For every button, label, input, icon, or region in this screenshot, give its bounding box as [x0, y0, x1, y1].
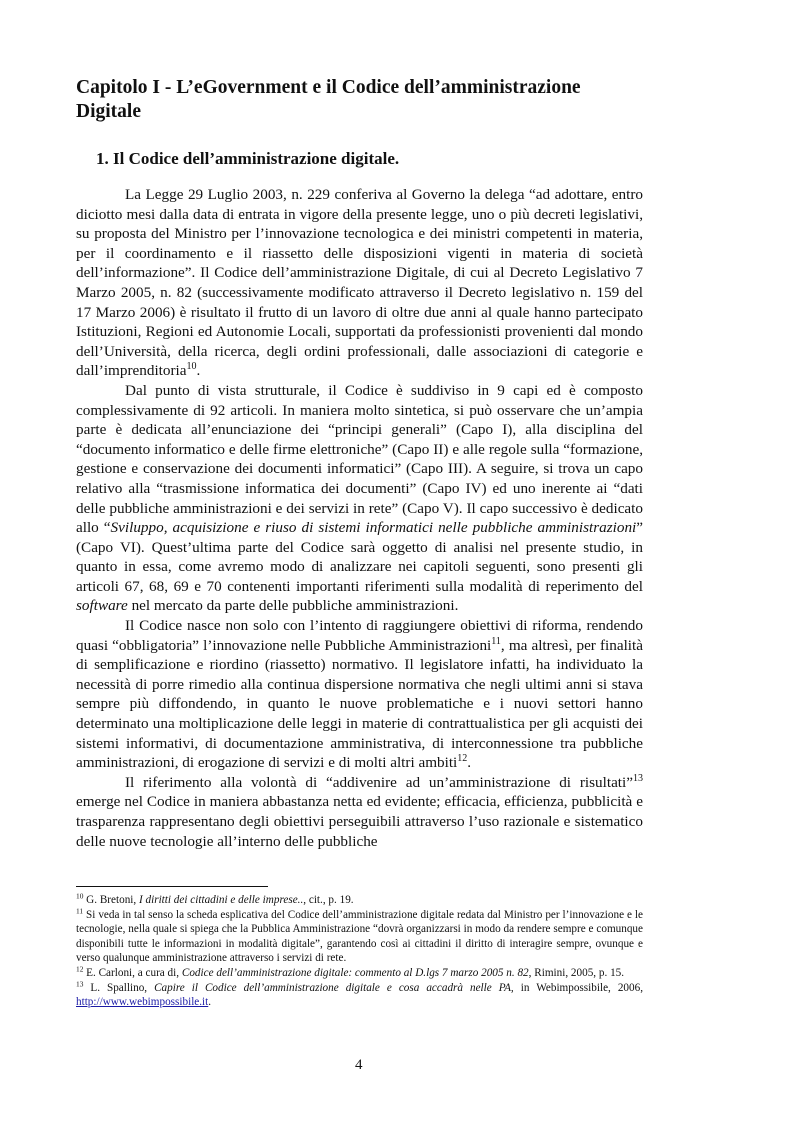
paragraph-3: Il Codice nasce non solo con l’intento di raggiungere obiettivi di riforma, rendendo quasi “obbligatoria” l’innovazione nelle Pubbliche Amministrazioni$^{11}$, ma altresì, per finalità di semplificazione e riordino (riassetto) normativo. Il legislatore infatti, ha individuato la necessità di porre rimedio alla continua dispersione normativa che negli ultimi anni si stava sempre più diffondendo, in quanto le nuove problematiche e i nuovi settori hanno determinato una moltiplicazione delle leggi in materie di contrattualistica per gli acquisti dei sistemi informativi, di documentazione amministrativa, di interconnessione tra pubbliche amministrazioni, di erogazione di servizi e di molti altri ambiti$^{12}$. [76, 617, 643, 772]
footnote-ref-13[interactable]: 13 [632, 772, 643, 784]
footnote-12: $^{12}$ E. Carloni, a cura di, Codice dell’amministrazione digitale: commento al D.lgs 7 marzo 2005 n. 82, Rimini, 2005, p. 15. [76, 964, 625, 979]
section-title: 1. Il Codice dell’amministrazione digitale. [96, 149, 400, 168]
page-number: 4 [355, 1057, 363, 1073]
footnote-13: $^{13}$ L. Spallino, Capire il Codice dell’amministrazione digitale e cosa accadrà nelle PA, in Webimpossibile, 2006, http://www.webimpossibile.it. [76, 978, 643, 1009]
chapter-title: Capitolo I - L’eGovernment e il Codice dell’amministrazione Digitale [76, 77, 581, 122]
paragraph-2: Dal punto di vista strutturale, il Codice è suddiviso in 9 capi ed è composto complessivamente di 92 articoli. In maniera molto sintetica, si può osservare che un’ampia parte è dedicata all’enunciazione dei “principi generali” (Capo I), alla disciplina del “documento informatico e delle firme elettroniche” (Capo II) e alle regole sulla “formazione, gestione e conservazione dei documenti informatici” (Capo III). A seguire, si trova un capo relativo alla “trasmissione informatica dei documenti” (Capo IV) ed uno inerente ai “dati delle pubbliche amministrazioni e dei servizi in rete” (Capo V). Il capo successivo è dedicato allo “Sviluppo, acquisizione e riuso di sistemi informatici nelle pubbliche amministrazioni” (Capo VI). Quest’ultima parte del Codice sarà oggetto di analisi nel presente studio, in quanto in essa, come avremo modo di analizzare nei capitoli seguenti, sono presenti gli articoli 67, 68, 69 e 70 contenenti importanti riferimenti sulla modalità di reperimento del software nel mercato da parte delle pubbliche amministrazioni. [76, 381, 644, 615]
footnote-10: $^{10}$ G. Bretoni, I diritti dei cittadini e delle imprese.., cit., p. 19. [76, 891, 354, 906]
footnote-divider [76, 886, 268, 887]
footnote-ref-11[interactable]: 11 [491, 635, 501, 647]
footnote-ref-12[interactable]: 12 [457, 753, 468, 765]
body-text [76, 185, 643, 851]
paragraph-4: Il riferimento alla volontà di “addivenire ad un’amministrazione di risultati”$^{13}$ emerge nel Codice in maniera abbastanza netta ed evidente; efficacia, efficienza, pubblicità e trasparenza rappresentano degli obiettivi perseguibili attraverso l’uso razionale e sistematico delle nuove tecnologie all’interno delle pubbliche [76, 772, 643, 850]
paragraph-1: La Legge 29 Luglio 2003, n. 229 conferiva al Governo la delega “ad adottare, entro diciotto mesi dalla data di entrata in vigore della presente legge, uno o più decreti legislativi, su proposta del Ministro per l’innovazione tecnologica e dei ministri competenti in materia, per il coordinamento e il riassetto delle disposizioni vigenti in materia di società dell’informazione”. Il Codice dell’amministrazione Digitale, di cui al Decreto Legislativo 7 Marzo 2005, n. 82 (successivamente modificato attraverso il Decreto legislativo n. 159 del 17 Marzo 2006) è risultato il frutto di un lavoro di oltre due anni al quale hanno partecipato Istituzioni, Regioni ed Autonomie Locali, supportati da professionisti provenienti dal mondo dell’Università, della ricerca, degli ordini professionali, dalle associazioni di categorie e dall’imprenditoria$^{10}$. [76, 186, 643, 380]
footnote-11: $^{11}$ Si veda in tal senso la scheda esplicativa del Codice dell’amministrazione digitale redata dal Ministro per l’innovazione e le tecnologie, nella quale si spiega che la Pubblica Amministrazione “dovrà organizzarsi in modo da rendere sempre e comunque disponibili tutte le informazioni in modalità digitale”, garantendo così ai cittadini il diritto di interagire sempre, ovunque e verso qualunque amministrazione attraverso i servizi di rete. [76, 905, 643, 965]
webimpossibile-link[interactable]: http://www.webimpossibile.it [76, 996, 209, 1009]
footnote-ref-10[interactable]: 10 [186, 361, 197, 373]
footnotes [76, 893, 643, 1010]
